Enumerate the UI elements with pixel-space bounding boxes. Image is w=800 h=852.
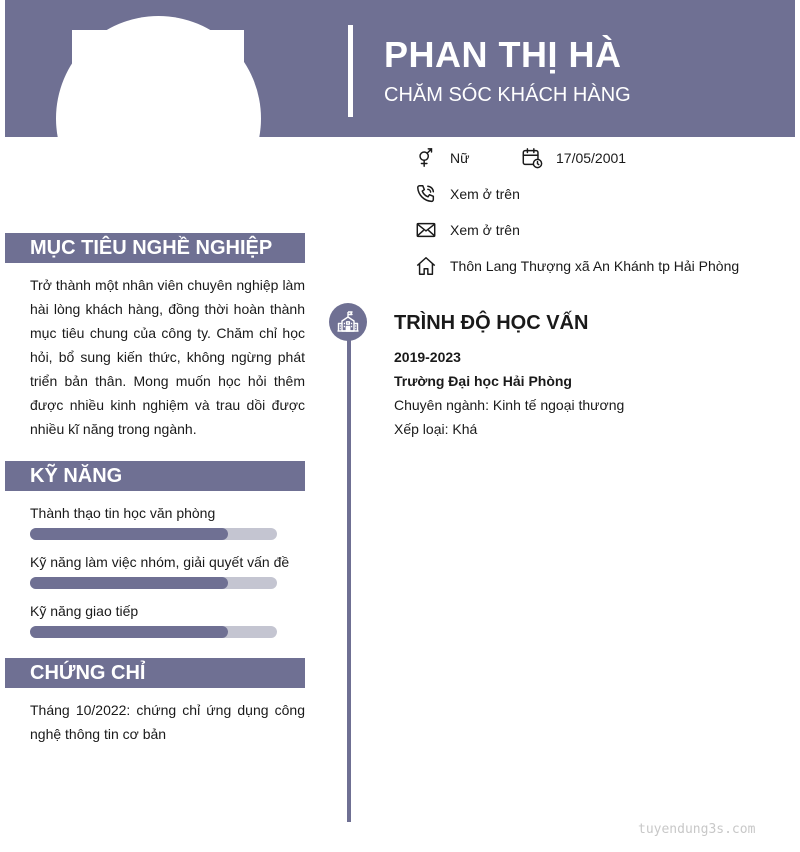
gender-info (415, 147, 469, 169)
education-heading: TRÌNH ĐỘ HỌC VẤN (394, 312, 589, 334)
skills-heading: KỸ NĂNG (5, 461, 305, 491)
objective-heading: MỤC TIÊU NGHỀ NGHIỆP (5, 233, 305, 263)
skill-bar-fill (30, 577, 228, 589)
mail-icon (415, 219, 437, 241)
address-info (415, 255, 739, 277)
skill-bar-fill (30, 626, 228, 638)
education-major: Chuyên ngành: Kinh tế ngoại thương (394, 397, 625, 413)
phone-value: Xem ở trên (450, 186, 520, 202)
skill-bar (30, 528, 277, 540)
skill-label: Thành thạo tin học văn phòng (30, 505, 216, 521)
name-divider (348, 25, 353, 117)
skill-label: Kỹ năng làm việc nhóm, giải quyết vấn đề (30, 554, 290, 570)
candidate-name: PHAN THỊ HÀ (384, 34, 622, 75)
job-title: CHĂM SÓC KHÁCH HÀNG (384, 84, 631, 106)
phone-info (415, 183, 520, 205)
birthday-value: 17/05/2001 (556, 150, 627, 166)
avatar-photo (72, 30, 244, 202)
home-icon (415, 255, 437, 277)
school-icon (336, 310, 360, 334)
education-badge (329, 303, 367, 341)
calendar-icon (521, 147, 543, 169)
skill-bar (30, 577, 277, 589)
skill-bar (30, 626, 277, 638)
birthday-info (521, 147, 626, 169)
gender-value: Nữ (450, 150, 470, 166)
education-grade: Xếp loại: Khá (394, 421, 478, 437)
phone-icon (415, 183, 437, 205)
objective-text: Trở thành một nhân viên chuyên nghiệp làm hài lòng khách hàng, đồng thời hoàn thành mục tiêu chung của công ty. Chăm chỉ học hỏi, bổ sung kiến thức, không ngừng phát triển bản thân. Mong muốn học hỏi thêm được nhiều kinh nghiệm và trau dồi được nhiều kĩ năng trong ngành. (30, 277, 305, 437)
email-value: Xem ở trên (450, 222, 520, 238)
skill-bar-fill (30, 528, 228, 540)
gender-icon (415, 147, 437, 169)
certificates-heading: CHỨNG CHỈ (5, 658, 305, 688)
education-period: 2019-2023 (394, 349, 461, 365)
certificates-text: Tháng 10/2022: chứng chỉ ứng dụng công nghệ thông tin cơ bản (30, 702, 305, 742)
watermark: tuyendung3s.com (638, 822, 756, 837)
email-info (415, 219, 520, 241)
timeline-line (347, 320, 351, 822)
education-school: Trường Đại học Hải Phòng (394, 373, 572, 389)
skill-label: Kỹ năng giao tiếp (30, 603, 139, 619)
address-value: Thôn Lang Thượng xã An Khánh tp Hải Phòng (450, 258, 740, 274)
